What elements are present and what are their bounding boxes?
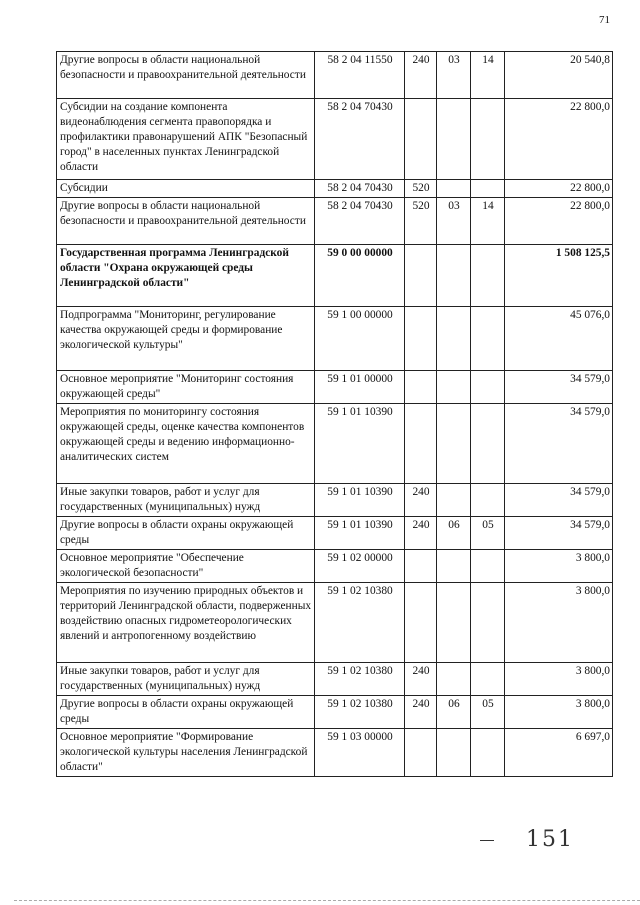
- row-section: [437, 583, 471, 663]
- budget-table-body: [57, 52, 613, 777]
- row-section: 06: [437, 517, 471, 550]
- row-code: 59 1 02 00000: [315, 550, 405, 583]
- row-code: 58 2 04 70430: [315, 99, 405, 180]
- row-amount: 1 508 125,5: [505, 245, 613, 307]
- row-expense-type: 520: [405, 180, 437, 198]
- page-number: 71: [599, 14, 610, 26]
- row-expense-type: [405, 583, 437, 663]
- row-code: 59 1 01 00000: [315, 371, 405, 404]
- row-section: [437, 550, 471, 583]
- table-row: [57, 484, 613, 517]
- folio: [480, 826, 574, 852]
- row-name: Субсидии на создание компонента видеонаблюдения сегмента правопорядка и профилактики правонарушений АПК "Безопасный город" в населенных пунктах Ленинградской области: [57, 99, 315, 180]
- row-code: 59 1 03 00000: [315, 729, 405, 777]
- row-amount: 3 800,0: [505, 550, 613, 583]
- row-code: 59 0 00 00000: [315, 245, 405, 307]
- row-code: 59 1 02 10380: [315, 583, 405, 663]
- folio-number: 151: [526, 827, 574, 852]
- row-amount: 3 800,0: [505, 583, 613, 663]
- row-name: Мероприятия по изучению природных объектов и территорий Ленинградской области, подверженных воздействию опасных гидрометеорологических явлений и антропогенному воздействию: [57, 583, 315, 663]
- row-section: 03: [437, 52, 471, 99]
- row-subsection: [471, 404, 505, 484]
- row-name: Основное мероприятие "Мониторинг состояния окружающей среды": [57, 371, 315, 404]
- folio-dash: [480, 840, 494, 841]
- row-expense-type: [405, 371, 437, 404]
- row-subsection: [471, 371, 505, 404]
- row-expense-type: 240: [405, 517, 437, 550]
- row-code: 58 2 04 70430: [315, 180, 405, 198]
- table-row: [57, 307, 613, 371]
- row-subsection: [471, 99, 505, 180]
- row-amount: 20 540,8: [505, 52, 613, 99]
- row-section: 03: [437, 198, 471, 245]
- row-subsection: 14: [471, 198, 505, 245]
- row-name: Субсидии: [57, 180, 315, 198]
- row-section: [437, 180, 471, 198]
- row-section: [437, 245, 471, 307]
- row-code: 59 1 01 10390: [315, 404, 405, 484]
- row-name: Подпрограмма "Мониторинг, регулирование качества окружающей среды и формирование экологической культуры": [57, 307, 315, 371]
- row-amount: 22 800,0: [505, 180, 613, 198]
- row-name: Государственная программа Ленинградской области "Охрана окружающей среды Ленинградской области": [57, 245, 315, 307]
- row-expense-type: [405, 99, 437, 180]
- row-amount: 34 579,0: [505, 371, 613, 404]
- row-section: [437, 663, 471, 696]
- row-name: Другие вопросы в области национальной безопасности и правоохранительной деятельности: [57, 198, 315, 245]
- row-name: Другие вопросы в области охраны окружающей среды: [57, 517, 315, 550]
- table-row: [57, 404, 613, 484]
- row-section: [437, 307, 471, 371]
- row-code: 59 1 02 10380: [315, 663, 405, 696]
- row-subsection: 14: [471, 52, 505, 99]
- row-subsection: 05: [471, 517, 505, 550]
- row-subsection: [471, 663, 505, 696]
- row-amount: 6 697,0: [505, 729, 613, 777]
- table-row: [57, 198, 613, 245]
- row-code: 59 1 00 00000: [315, 307, 405, 371]
- row-amount: 22 800,0: [505, 99, 613, 180]
- row-name: Основное мероприятие "Обеспечение экологической безопасности": [57, 550, 315, 583]
- row-code: 58 2 04 11550: [315, 52, 405, 99]
- row-amount: 22 800,0: [505, 198, 613, 245]
- row-code: 59 1 01 10390: [315, 484, 405, 517]
- table-row: [57, 583, 613, 663]
- row-expense-type: 240: [405, 663, 437, 696]
- row-subsection: [471, 245, 505, 307]
- table-row: [57, 371, 613, 404]
- row-section: [437, 729, 471, 777]
- row-subsection: [471, 307, 505, 371]
- table-row: [57, 99, 613, 180]
- row-subsection: 05: [471, 696, 505, 729]
- row-amount: 45 076,0: [505, 307, 613, 371]
- row-amount: 34 579,0: [505, 517, 613, 550]
- table-row: [57, 52, 613, 99]
- table-row: [57, 663, 613, 696]
- table-row: [57, 180, 613, 198]
- row-section: [437, 484, 471, 517]
- row-subsection: [471, 550, 505, 583]
- budget-table: [56, 51, 613, 777]
- row-name: Иные закупки товаров, работ и услуг для государственных (муниципальных) нужд: [57, 484, 315, 517]
- table-row: [57, 696, 613, 729]
- row-expense-type: [405, 729, 437, 777]
- scan-edge-line: [14, 899, 640, 901]
- row-expense-type: [405, 404, 437, 484]
- row-expense-type: [405, 245, 437, 307]
- row-subsection: [471, 484, 505, 517]
- row-expense-type: 240: [405, 696, 437, 729]
- row-code: 59 1 01 10390: [315, 517, 405, 550]
- row-amount: 34 579,0: [505, 484, 613, 517]
- row-section: [437, 404, 471, 484]
- row-expense-type: 240: [405, 484, 437, 517]
- row-name: Мероприятия по мониторингу состояния окружающей среды, оценке качества компонентов окружающей среды и ведению информационно-аналитических систем: [57, 404, 315, 484]
- row-subsection: [471, 583, 505, 663]
- row-name: Иные закупки товаров, работ и услуг для государственных (муниципальных) нужд: [57, 663, 315, 696]
- row-amount: 3 800,0: [505, 663, 613, 696]
- row-amount: 34 579,0: [505, 404, 613, 484]
- row-amount: 3 800,0: [505, 696, 613, 729]
- row-expense-type: [405, 307, 437, 371]
- row-section: [437, 371, 471, 404]
- row-expense-type: 240: [405, 52, 437, 99]
- table-row: [57, 517, 613, 550]
- table-row: [57, 245, 613, 307]
- table-row: [57, 729, 613, 777]
- row-expense-type: 520: [405, 198, 437, 245]
- row-code: 59 1 02 10380: [315, 696, 405, 729]
- row-code: 58 2 04 70430: [315, 198, 405, 245]
- row-subsection: [471, 180, 505, 198]
- row-section: 06: [437, 696, 471, 729]
- row-name: Основное мероприятие "Формирование экологической культуры населения Ленинградской области": [57, 729, 315, 777]
- row-name: Другие вопросы в области национальной безопасности и правоохранительной деятельности: [57, 52, 315, 99]
- row-name: Другие вопросы в области охраны окружающей среды: [57, 696, 315, 729]
- table-row: [57, 550, 613, 583]
- row-subsection: [471, 729, 505, 777]
- row-expense-type: [405, 550, 437, 583]
- row-section: [437, 99, 471, 180]
